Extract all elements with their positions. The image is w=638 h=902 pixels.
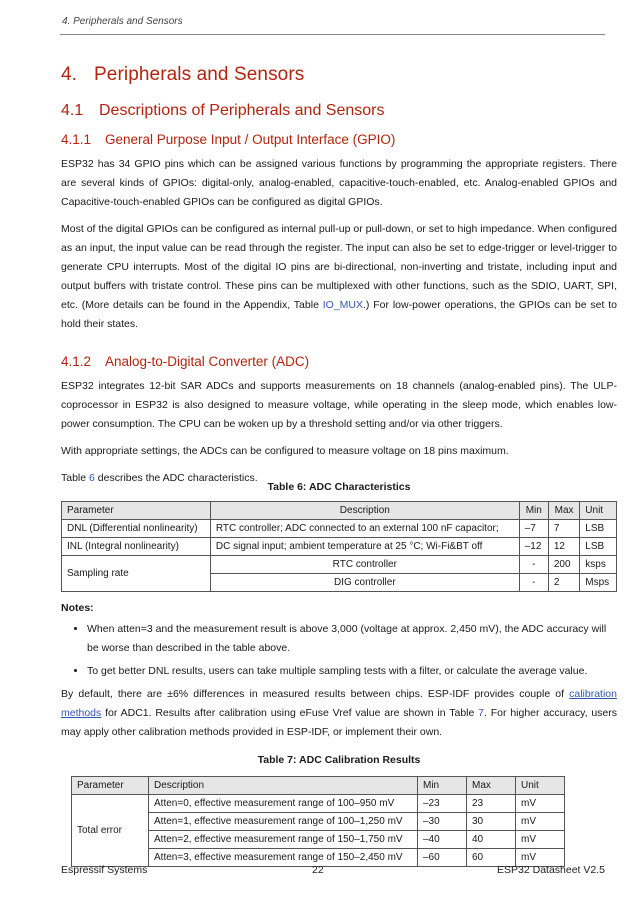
chapter-heading: 4. Peripherals and Sensors [61, 64, 305, 85]
calibration-paragraph: By default, there are ±6% differences in measured results between chips. ESP-IDF provides couple of calibration methods for ADC1. Results after calibration using eFuse Vref value are shown in Table 7. For higher accuracy, users may apply other calibration methods provided in ESP-IDF, or implement their own. [61, 688, 617, 738]
table-cell: mV [516, 849, 565, 867]
table-cell: Atten=3, effective measurement range of 150–2,450 mV [149, 849, 418, 867]
io-mux-link[interactable]: IO_MUX [322, 299, 364, 311]
table-cell: Atten=2, effective measurement range of 150–1,750 mV [149, 831, 418, 849]
header-cell: Unit [516, 777, 565, 795]
table-header-row [62, 502, 617, 520]
table-cell: 12 [548, 538, 579, 556]
table-7-caption: Table 7: ADC Calibration Results [257, 754, 421, 766]
table-cell: RTC controller [210, 556, 519, 574]
table-cell: RTC controller; ADC connected to an external 100 nF capacitor; [210, 520, 519, 538]
adc-paragraph-3: Table 6 describes the ADC characteristics. [61, 472, 258, 484]
table-7-link[interactable]: 7 [478, 707, 485, 719]
header-cell: Max [467, 777, 516, 795]
table-cell: –23 [418, 795, 467, 813]
page-content [61, 64, 617, 867]
adc-heading: 4.1.2 Analog-to-Digital Converter (ADC) [61, 354, 310, 369]
table-cell: LSB [580, 520, 617, 538]
table-header-row [72, 777, 565, 795]
gpio-heading: 4.1.1 General Purpose Input / Output Interface (GPIO) [61, 132, 396, 147]
table-cell: Total error [72, 795, 149, 867]
adc-calibration-table [71, 776, 565, 867]
table-cell: 2 [548, 574, 579, 592]
header-cell: Description [149, 777, 418, 795]
section-heading: 4.1 Descriptions of Peripherals and Sensors [61, 102, 385, 119]
table-cell: - [519, 556, 548, 574]
header-cell: Description [210, 502, 519, 520]
table-cell: mV [516, 813, 565, 831]
table-cell: 40 [467, 831, 516, 849]
table-row [72, 795, 565, 813]
table-cell: –40 [418, 831, 467, 849]
notes-heading: Notes: [61, 602, 94, 614]
table-cell: Atten=1, effective measurement range of 100–1,250 mV [149, 813, 418, 831]
table-row [62, 520, 617, 538]
table-cell: 30 [467, 813, 516, 831]
header-rule [60, 34, 605, 35]
header-cell: Max [548, 502, 579, 520]
table-cell: 60 [467, 849, 516, 867]
adc-characteristics-table [61, 501, 617, 592]
table-cell: –30 [418, 813, 467, 831]
table-cell: DNL (Differential nonlinearity) [62, 520, 211, 538]
table-cell: INL (Integral nonlinearity) [62, 538, 211, 556]
table-cell: - [519, 574, 548, 592]
header-cell: Parameter [62, 502, 211, 520]
list-item: • To get better DNL results, users can take multiple sampling tests with a filter, or calculate the average value. [87, 662, 617, 681]
header-cell: Min [519, 502, 548, 520]
adc-paragraph-1: ESP32 integrates 12-bit SAR ADCs and supports measurements on 18 channels (analog-enabled pins). The ULP-coprocessor in ESP32 is also designed to measure voltage, while operating in the sleep mode, which enables low-power consumption. The CPU can be woken up by a threshold setting and/or via other triggers. [61, 380, 617, 430]
table-cell: DC signal input; ambient temperature at 25 °C; Wi-Fi&BT off [210, 538, 519, 556]
table-cell: mV [516, 795, 565, 813]
calibration-methods-link[interactable]: calibration methods [61, 688, 617, 719]
list-item: • When atten=3 and the measurement result is above 3,000 (voltage at approx. 2,450 mV), the ADC accuracy will be worse than described in the table above. [87, 620, 617, 658]
table-cell: Sampling rate [62, 556, 211, 592]
notes-list [61, 620, 617, 681]
adc-paragraph-2: With appropriate settings, the ADCs can be configured to measure voltage on 18 pins maximum. [61, 445, 509, 457]
table-row [62, 538, 617, 556]
header-cell: Min [418, 777, 467, 795]
footer-company: Espressif Systems [61, 864, 148, 876]
table-cell: Msps [580, 574, 617, 592]
table-cell: –60 [418, 849, 467, 867]
table-6-link[interactable]: 6 [89, 472, 95, 484]
table-cell: mV [516, 831, 565, 849]
table-cell: Atten=0, effective measurement range of 100–950 mV [149, 795, 418, 813]
gpio-paragraph-2: Most of the digital GPIOs can be configured as internal pull-up or pull-down, or set to high impedance. When configured as an input, the input value can be read through the register. The input can also be set to edge-trigger or level-trigger to generate CPU interrupts. Most of the digital IO pins are bi-directional, non-inverting and tristate, including input and output buffers with tristate control. These pins can be multiplexed with other functions, such as the SDIO, UART, SPI, etc. (More details can be found in the Appendix, Table IO_MUX.) For low-power operations, the GPIOs can be set to hold their states. [61, 223, 617, 330]
table-row [62, 556, 617, 574]
footer-page-number: 22 [312, 864, 324, 876]
table-cell: 23 [467, 795, 516, 813]
table-cell: LSB [580, 538, 617, 556]
table-cell: 200 [548, 556, 579, 574]
footer-document-title: ESP32 Datasheet V2.5 [497, 864, 605, 876]
header-cell: Parameter [72, 777, 149, 795]
table-6-caption: Table 6: ADC Characteristics [267, 481, 411, 493]
gpio-paragraph-1: ESP32 has 34 GPIO pins which can be assigned various functions by programming the appropriate registers. There are several kinds of GPIOs: digital-only, analog-enabled, capacitive-touch-enabled, etc. Analog-enabled GPIOs and Capacitive-touch-enabled GPIOs can be configured as digital GPIOs. [61, 158, 617, 208]
table-cell: –7 [519, 520, 548, 538]
table-cell: –12 [519, 538, 548, 556]
running-header: 4. Peripherals and Sensors [62, 16, 183, 27]
table-cell: DIG controller [210, 574, 519, 592]
table-cell: ksps [580, 556, 617, 574]
header-cell: Unit [580, 502, 617, 520]
table-cell: 7 [548, 520, 579, 538]
